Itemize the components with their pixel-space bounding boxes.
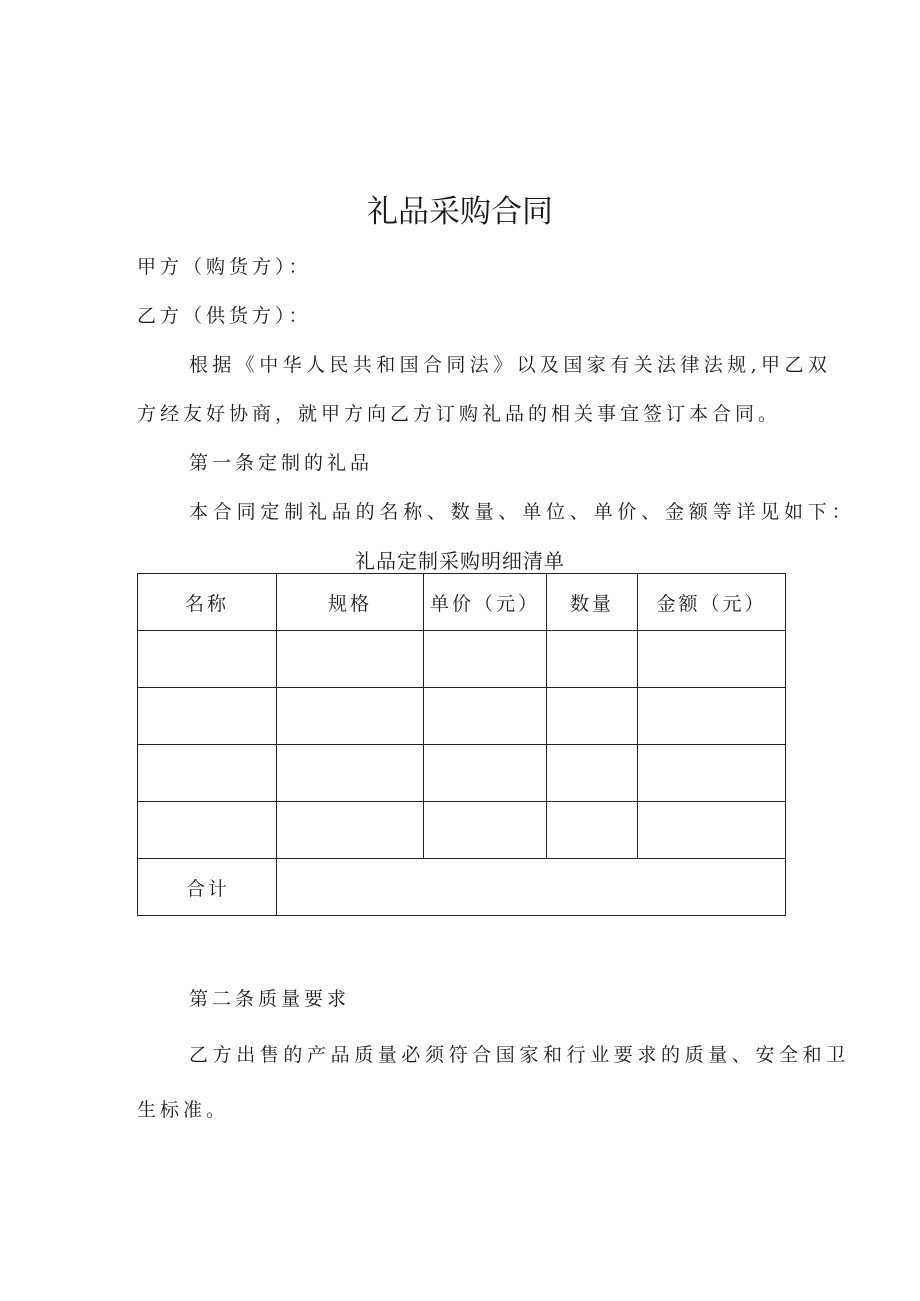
table-cell: [277, 745, 424, 802]
header-quantity: 数量: [547, 574, 638, 631]
table-caption: 礼品定制采购明细清单: [355, 549, 565, 573]
article-2-body-line-1: 乙方出售的产品质量必须符合国家和行业要求的质量、安全和卫: [189, 1044, 850, 1066]
header-amount: 金额（元）: [638, 574, 786, 631]
table-cell: [638, 688, 786, 745]
article-1-body: 本合同定制礼品的名称、数量、单位、单价、金额等详见如下：: [189, 501, 856, 523]
table-cell: [138, 631, 277, 688]
table-row: [138, 745, 786, 802]
table-cell: [277, 631, 424, 688]
table-cell: [424, 745, 547, 802]
article-1-heading: 第一条定制的礼品: [189, 452, 374, 474]
total-label: 合计: [138, 859, 277, 916]
table-cell: [424, 688, 547, 745]
intro-paragraph-line-2: 方经友好协商，就甲方向乙方订购礼品的相关事宜签订本合同。: [137, 403, 782, 425]
header-unit-price: 单价（元）: [424, 574, 547, 631]
table-row: [138, 688, 786, 745]
table-cell: [424, 802, 547, 859]
table-cell: [277, 802, 424, 859]
gift-detail-table: [137, 573, 786, 916]
table-total-row: [138, 859, 786, 916]
table-header-row: [138, 574, 786, 631]
party-b-line: 乙方（供货方）：: [137, 305, 312, 327]
article-2-body-line-2: 生标准。: [137, 1099, 230, 1121]
total-value: [277, 859, 786, 916]
header-spec: 规格: [277, 574, 424, 631]
table-cell: [638, 631, 786, 688]
header-name: 名称: [138, 574, 277, 631]
table-row: [138, 802, 786, 859]
table-cell: [547, 688, 638, 745]
document-title: 礼品采购合同: [367, 194, 553, 230]
table-cell: [638, 802, 786, 859]
table-row: [138, 631, 786, 688]
table-cell: [138, 802, 277, 859]
table-cell: [277, 688, 424, 745]
table-cell: [138, 688, 277, 745]
party-a-line: 甲方（购货方）：: [137, 256, 312, 278]
table-cell: [547, 802, 638, 859]
table-cell: [424, 631, 547, 688]
table-cell: [547, 631, 638, 688]
table-cell: [138, 745, 277, 802]
article-2-heading: 第二条质量要求: [189, 988, 351, 1010]
intro-paragraph-line-1: 根据《中华人民共和国合同法》以及国家有关法律法规,甲乙双: [189, 354, 832, 376]
table-cell: [547, 745, 638, 802]
table-cell: [638, 745, 786, 802]
